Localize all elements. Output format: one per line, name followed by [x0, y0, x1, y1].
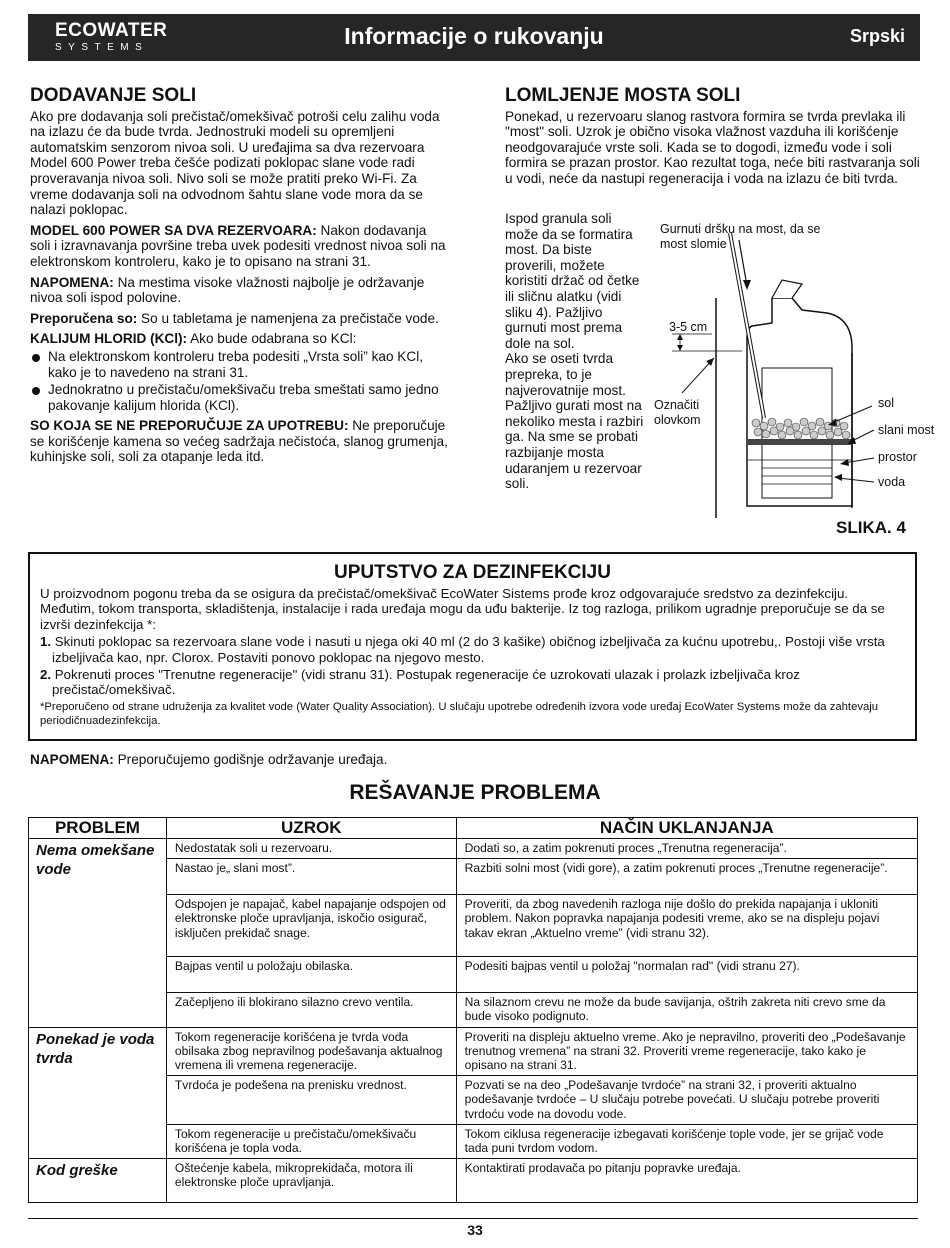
troubleshooting-table [28, 817, 918, 1203]
fix-cell: Podesiti bajpas ventil u položaj "normalan rad" (vidi stranu 27). [456, 957, 917, 993]
cause-cell: Tvrdoća je podešena na prenisku vrednost. [166, 1076, 456, 1125]
note-label: NAPOMENA: [30, 752, 114, 767]
cause-cell: Oštećenje kabela, mikroprekidača, motora ili elektronske ploče upravljanja. [166, 1159, 456, 1203]
section-title: LOMLJENJE MOSTA SOLI [505, 85, 741, 106]
footer-divider [28, 1218, 918, 1219]
table-row [29, 839, 918, 859]
problem-cell: Nema omekšane vode [29, 839, 167, 1028]
cause-cell: Tokom regeneracije u prečistaču/omekšivaču korišćena je topla voda. [166, 1124, 456, 1158]
paragraph-text: Ne preporučuje se korišćenje kamena so većeg sadržaja nečistoća, slanog grumenja, kuhinjske soli, soli za otapanje leda itd. [30, 418, 448, 465]
paragraph-text: So u tabletama je namenjena za prečistače vode. [137, 310, 439, 326]
softener-diagram [652, 218, 942, 518]
figure-label-mark: Označiti olovkom [654, 398, 701, 427]
troubleshooting-title: REŠAVANJE PROBLEMA [349, 781, 601, 804]
paragraph-text: Ako bude odabrana so KCl: [187, 331, 357, 347]
cause-cell: Nedostatak soli u rezervoaru. [166, 839, 456, 859]
disinfection-step [40, 667, 906, 698]
paragraph-label: Preporučena so: [30, 310, 138, 326]
table-row [29, 1027, 918, 1076]
paragraph-label: KALIJUM HLORID (KCl): [30, 331, 188, 347]
table-row [29, 1159, 918, 1203]
figure-caption: SLIKA. 4 [836, 518, 906, 537]
cause-cell: Bajpas ventil u položaju obilaska. [166, 957, 456, 993]
paragraph: Ako se oseti tvrda prepreka, to je najverovatnije most. Pažljivo gurati most na nekoliko mesta i razbiri ga. Na sme se probati razbijanje mosta udaranjem u rezervoar soli. [505, 351, 644, 492]
column-header: PROBLEM [29, 818, 167, 839]
bullet-item: Na elektronskom kontroleru treba podesiti „Vrsta soli” kao KCl, kako je to navedeno na strani 31. [30, 349, 450, 380]
column-header: UZROK [166, 818, 456, 839]
paragraph [30, 275, 450, 306]
step-text: Pokrenuti proces "Trenutne regeneracije" (vidi stranu 31). Postupak regeneracije će uzrokovati ulazak i prolazk izbeljivača kroz prečistač/omekšivač. [51, 667, 800, 698]
note-text: Preporučujemo godišnje održavanje uređaja. [113, 752, 388, 767]
paragraph-text: Nakon dodavanja soli i izravnavanja površine treba uvek podesiti vrednost nivoa soli na elektronskom kontroleru, kako je to opisano na strani 31. [30, 222, 446, 269]
section-title: DODAVANJE SOLI [30, 85, 197, 106]
paragraph [30, 223, 450, 270]
language-label: Srpski [849, 26, 905, 46]
table-header-row [29, 818, 918, 839]
disinfection-body [40, 586, 906, 730]
paragraph-label: MODEL 600 POWER SA DVA REZERVOARA: [30, 222, 317, 238]
paragraph-text: Na mestima visoke vlažnosti najbolje je održavanje nivoa soli ispod polovine. [30, 274, 425, 306]
paragraph [30, 311, 450, 327]
paragraph: Ponekad, u rezervoaru slanog rastvora formira se tvrda prevlaka ili "most" soli. Uzrok je obično visoka vlažnost vazduha ili korišćenje neodgovarajuće vrste soli. Kada se to dogodi, između vode i soli formira se prazan prostor. Kao rezultat toga, neće biti rastvaranja soli u vodi, neće da nastupi regeneracija i voda na izlazu će biti tvrda. [505, 108, 920, 186]
step-number: 1. [40, 634, 52, 650]
fix-cell: Kontaktirati prodavača po pitanju popravke uređaja. [456, 1159, 917, 1203]
fix-cell: Razbiti solni most (vidi gore), a zatim pokrenuti proces „Trenutne regeneracije”. [456, 859, 917, 895]
salt-bridge-section [505, 85, 921, 192]
maintenance-note [30, 752, 387, 767]
column-header: NAČIN UKLANJANJA [456, 818, 917, 839]
figure-label-salt: sol [878, 396, 894, 410]
brand-logo: ECOWATER [55, 20, 168, 41]
disinfection-box [28, 552, 917, 741]
bullet-item: Jednokratno u prečistaču/omekšivaču treba smeštati samo jedno pakovanje kalijum hlorida (KCl). [30, 382, 450, 413]
paragraph: Ako pre dodavanja soli prečistač/omekšivač potroši celu zalihu voda na izlazu će da bude tvrda. Jednostruki modeli su opremljeni automatskim senzorom nivoa soli. U uređajima sa dva rezervoara Model 600 Power treba češće podizati poklopac slane vode radi proveravanja nivoa soli. Nivo soli se može pratiti preko Wi-Fi. Za vreme dodavanja soli na odvodnom šahtu slane vode mora da se nalazi poklopac. [30, 108, 440, 218]
figure-4 [652, 218, 942, 518]
step-number: 2. [40, 667, 52, 683]
figure-label-dimension: 3-5 cm [669, 320, 708, 334]
step-text: Skinuti poklopac sa rezervoara slane vode i nasuti u njega oki 40 ml (2 do 3 kašike) običnog izbeljivača za kućnu upotrebu,. Postoji više vrsta izbeljivača kao, npr. Clorox. Postaviti ponovo poklopac na njegovo mesto. [51, 634, 885, 665]
fix-cell: Pozvati se na deo „Podešavanje tvrdoće” na strani 32, i proveriti aktualno podešavanje tvrdoće – U slučaju potrebe povećati. U slučaju potrebe proveriti tvrdoću vode na dovodu vode. [456, 1076, 917, 1125]
disinfection-step [40, 634, 906, 665]
fix-cell: Proveriti, da zbog navedenih razloga nije došlo do prekida napajanja i ukloniti problem. Nakon popravka napajanja podesiti vreme, ako se na displeju pojavi takav ekran „Aktuelno vreme” (vidi stranu 32). [456, 895, 917, 957]
disinfection-footnote: *Preporučeno od strane udruženja za kvalitet vode (Water Quality Association). U slučaju upotrebe određenih izvora vode uređaj EcoWater Systems može da zahtevaju periodičnuadezinfekcija. [40, 700, 879, 727]
page-number: 33 [467, 1222, 483, 1238]
disinfection-title: UPUTSTVO ZA DEZINFEKCIJU [334, 562, 611, 583]
salt-bridge-instructions [505, 211, 645, 492]
paragraph-label: NAPOMENA: [30, 274, 114, 290]
paragraph [30, 418, 450, 465]
fix-cell: Dodati so, a zatim pokrenuti proces „Trenutna regeneracija”. [456, 839, 917, 859]
page-header [28, 14, 920, 61]
cause-cell: Začepljeno ili blokirano silazno crevo ventila. [166, 993, 456, 1027]
fix-cell: Proveriti na displeju aktuelno vreme. Ako je nepravilno, proveriti deo „Podešavanje trenutnog vremena” na strani 32. Proveriti vreme regeneracije, tako kako je opisano na strani 31. [456, 1027, 917, 1076]
cause-cell: Nastao je„ slani most”. [166, 859, 456, 895]
paragraph [30, 331, 450, 347]
brand-subtitle: SYSTEMS [55, 42, 149, 53]
figure-label-push: Gurnuti dršku na most, da se most slomie [660, 222, 821, 251]
cause-cell: Odspojen je napajač, kabel napajanje odspojen od elektronske ploče upravljanja, iskočio osigurač, isključen prekidač snage. [166, 895, 456, 957]
fix-cell: Na silaznom crevu ne može da bude savijanja, oštrih zakreta niti crevo sme da bude visoko podignuto. [456, 993, 917, 1027]
salt-adding-section [30, 85, 450, 470]
figure-label-space: prostor [878, 450, 917, 464]
paragraph: Ispod granula soli može da se formatira most. Da biste proverili, možete koristiti držač od četke ili sličnu alatku (vidi sliku 4). Pažljivo gurnuti most prema dole na sol. [505, 211, 640, 351]
cause-cell: Tokom regeneracije korišćena je tvrda voda obilsaka zbog nepravilnog podešavanja aktualnog vremena ili vremena regeneracije. [166, 1027, 456, 1076]
problem-cell: Kod greške [29, 1159, 167, 1203]
problem-cell: Ponekad je voda tvrda [29, 1027, 167, 1159]
figure-label-bridge: slani most [878, 423, 935, 437]
page-title: Informacije o rukovanju [344, 23, 604, 49]
fix-cell: Tokom ciklusa regeneracije izbegavati korišćenje tople vode, jer se grijač vode tada puni tvrdom vodom. [456, 1124, 917, 1158]
disinfection-intro: U proizvodnom pogonu treba da se osigura da prečistač/omekšivač EcoWater Sistems prođe kroz odgovarajuće sredstvo za dezinfekciju. Međutim, tokom transporta, skladištenja, instalacije i rada uređaja mogu da uđu bakterije. Iz tog razloga, prilikom ugradnje preporučuje se da se izvrši dezinfekcija *: [40, 586, 885, 632]
paragraph-label: SO KOJA SE NE PREPORUČUJE ZA UPOTREBU: [30, 418, 349, 434]
figure-label-water: voda [878, 475, 906, 489]
